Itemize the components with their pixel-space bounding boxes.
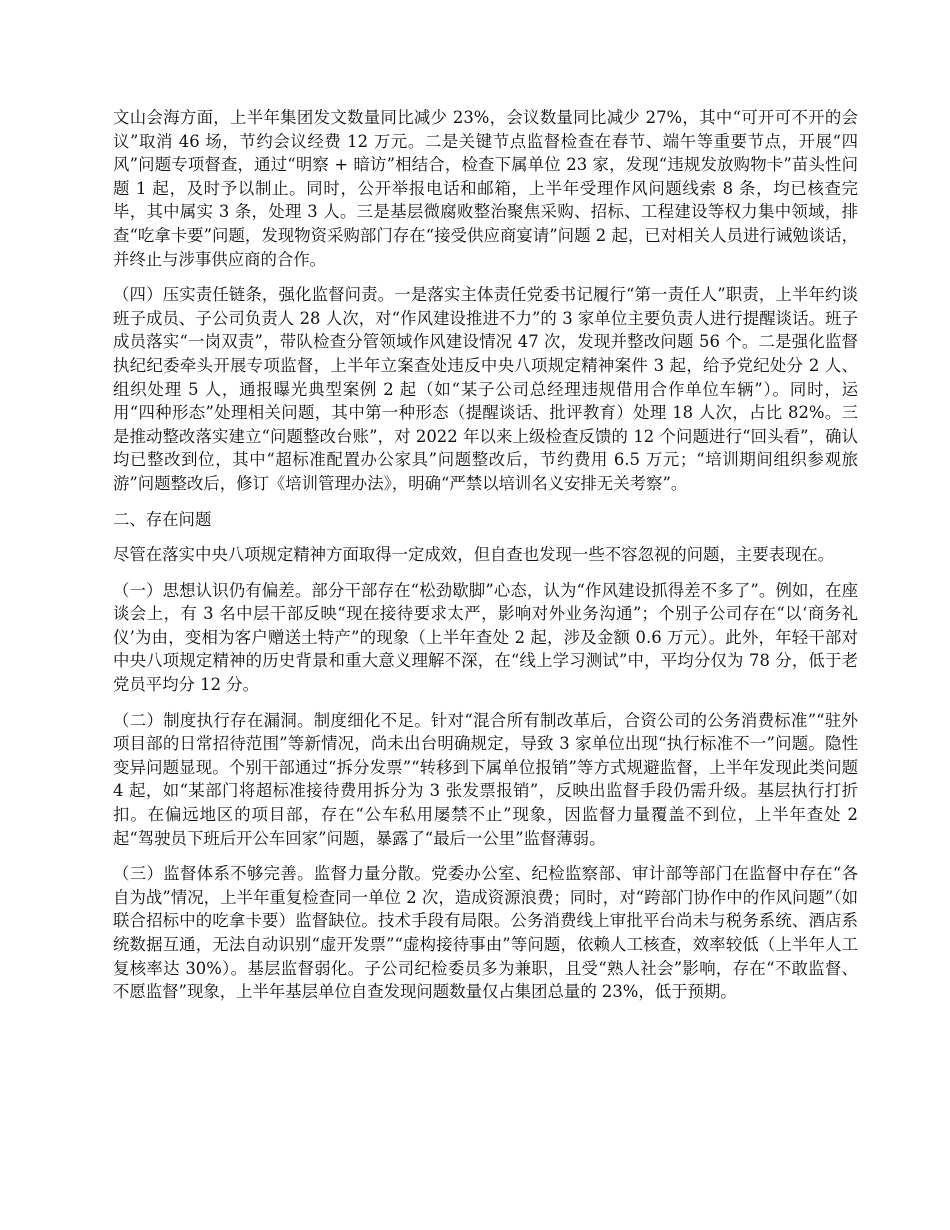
section-heading-problems: 二、存在问题 (113, 509, 212, 529)
paragraph-meeting-reduction: 文山会海方面，上半年集团发文数量同比减少 23%，会议数量同比减少 27%，其中“可开可不开的会议”取消 46 场，节约会议经费 12 万元。二是关键节点监督检查在春节、端午等重要节点，开展“四风”问题专项督查，通过“明察 + 暗访”相结合，检查下属单位 23 家，发现“违规发放购物卡”苗头性问题 1 起，及时予以制止。同时，公开举报电话和邮箱，上半年受理作风问题线索 8 条，均已核查完毕，其中属实 3 条，处理 3 人。三是基层微腐败整治聚焦采购、招标、工程建设等权力集中领域，排查“吃拿卡要”问题，发现物资采购部门存在“接受供应商宴请”问题 2 起，已对相关人员进行诫勉谈话，并终止与涉事供应商的合作。 (113, 108, 858, 269)
paragraph-supervision-system: （三）监督体系不够完善。监督力量分散。党委办公室、纪检监察部、审计部等部门在监督中存在“各自为战”情况，上半年重复检查同一单位 2 次，造成资源浪费；同时，对“跨部门协作中的作风问题”（如联合招标中的吃拿卡要）监督缺位。技术手段有局限。公务消费线上审批平台尚未与税务系统、酒店系统数据互通，无法自动识别“虚开发票”“虚构接待事由”等问题，依赖人工核查，效率较低（上半年人工复核率达 30%）。基层监督弱化。子公司纪检委员多为兼职，且受“熟人社会”影响，存在“不敢监督、不愿监督”现象，上半年基层单位自查发现问题数量仅占集团总量的 23%，低于预期。 (113, 864, 858, 1002)
document-body (113, 106, 858, 1016)
paragraph-ideological-deviation: （一）思想认识仍有偏差。部分干部存在“松劲歇脚”心态，认为“作风建设抓得差不多了”。例如，在座谈会上，有 3 名中层干部反映“现在接待要求太严，影响对外业务沟通”；个别子公司存在“以‘商务礼仪’为由，变相为客户赠送土特产”的现象（上半年查处 2 起，涉及金额 0.6 万元）。此外，年轻干部对中央八项规定精神的历史背景和重大意义理解不深，在“线上学习测试”中，平均分仅为 78 分，低于老党员平均分 12 分。 (113, 580, 858, 695)
paragraph-problems-intro: 尽管在落实中央八项规定精神方面取得一定成效，但自查也发现一些不容忽视的问题，主要表现在。 (113, 545, 835, 565)
paragraph-responsibility-chain: （四）压实责任链条，强化监督问责。一是落实主体责任党委书记履行“第一责任人”职责，上半年约谈班子成员、子公司负责人 28 人次，对“作风建设推进不力”的 3 家单位主要负责人进行提醒谈话。班子成员落实“一岗双责”，带队检查分管领域作风建设情况 47 次，发现并整改问题 56 个。二是强化监督执纪纪委牵头开展专项监督，上半年立案查处违反中央八项规定精神案件 3 起，给予党纪处分 2 人、组织处理 5 人，通报曝光典型案例 2 起（如“某子公司总经理违规借用合作单位车辆”）。同时，运用“四种形态”处理相关问题，其中第一种形态（提醒谈话、批评教育）处理 18 人次，占比 82%。三是推动整改落实建立“问题整改台账”，对 2022 年以来上级检查反馈的 12 个问题进行“回头看”，确认均已整改到位，其中“超标准配置办公家具”问题整改后，节约费用 6.5 万元；“培训期间组织参观旅游”问题整改后，修订《培训管理办法》，明确“严禁以培训名义安排无关考察”。 (113, 285, 858, 493)
paragraph-system-loopholes: （二）制度执行存在漏洞。制度细化不足。针对“混合所有制改革后，合资公司的公务消费标准”“驻外项目部的日常招待范围”等新情况，尚未出台明确规定，导致 3 家单位出现“执行标准不一”问题。隐性变异问题显现。个别干部通过“拆分发票”“转移到下属单位报销”等方式规避监督，上半年发现此类问题 4 起，如“某部门将超标准接待费用拆分为 3 张发票报销”，反映出监督手段仍需升级。基层执行打折扣。在偏远地区的项目部，存在“公车私用屡禁不止”现象，因监督力量覆盖不到位，上半年查处 2 起“驾驶员下班后开公车回家”问题，暴露了“最后一公里”监督薄弱。 (113, 710, 858, 848)
